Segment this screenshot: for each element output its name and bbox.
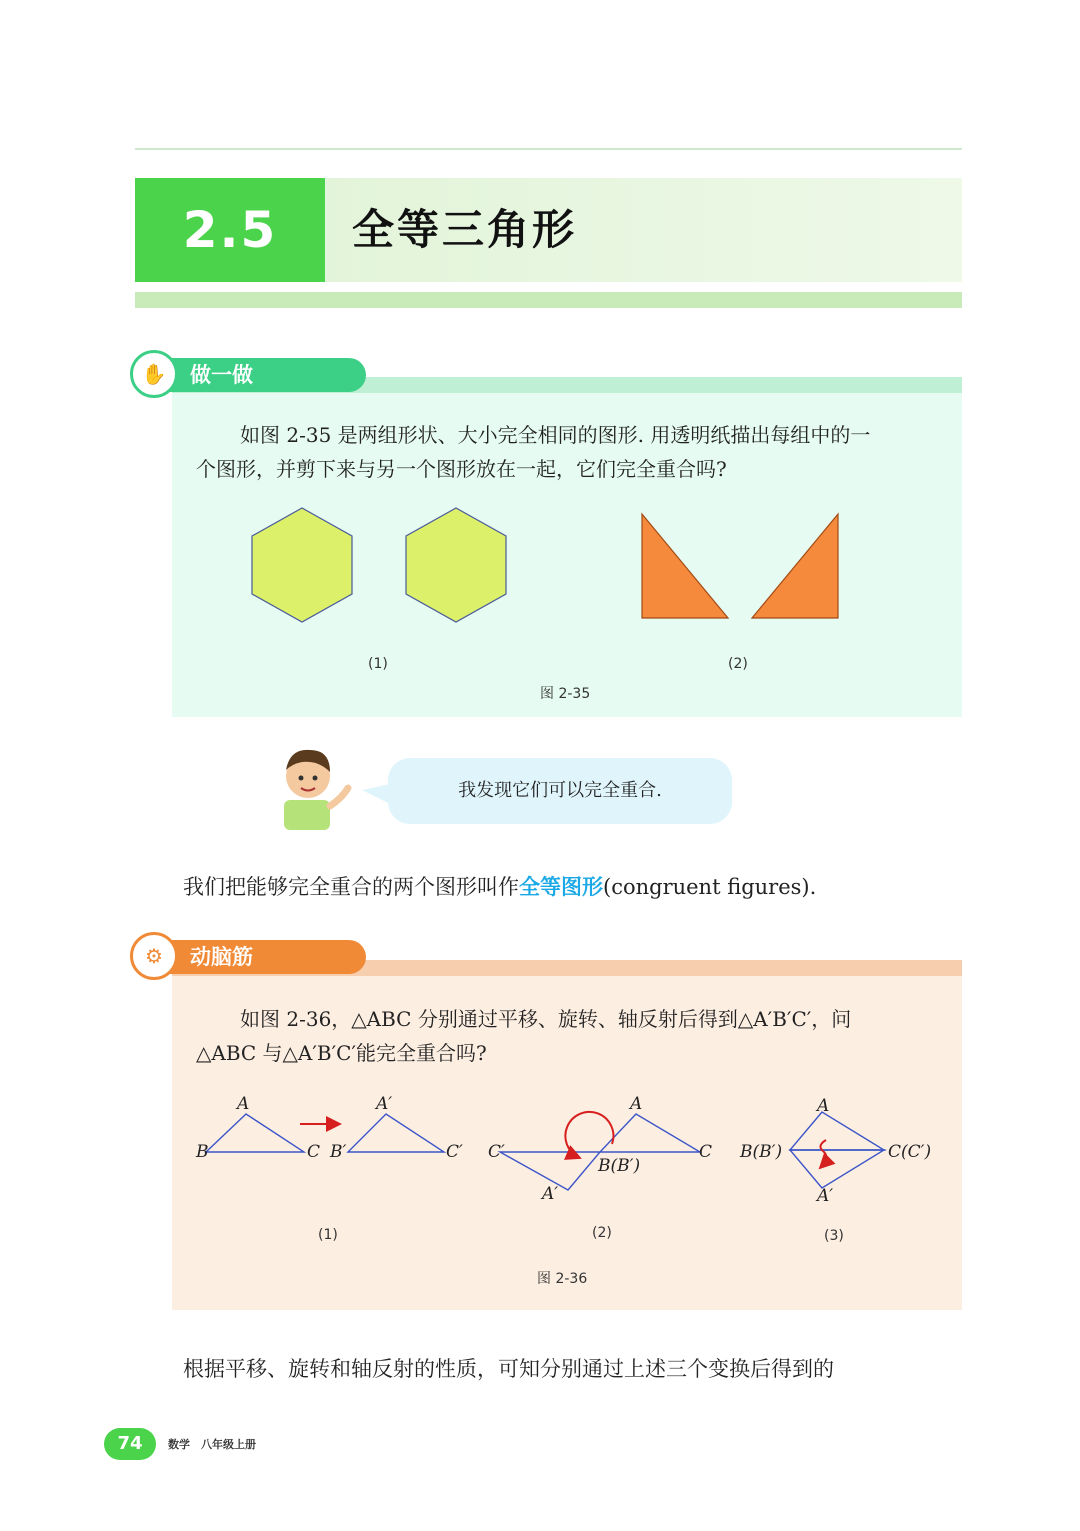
book-title: 数学 八年级上册 [168,1438,256,1451]
speech-bubble: 我发现它们可以完全重合. [388,758,732,824]
activity-doit-label: 做一做 [190,363,253,387]
fig2-label-a2: A′ [542,1184,559,1204]
figure-2-35 [230,500,870,640]
fig1-triangle-abc [206,1114,304,1152]
figure-2-36 [180,1090,960,1220]
fig3-label-a: A [817,1096,830,1116]
activity-think-text-1: 如图 2-36，△ABC 分别通过平移、旋转、轴反射后得到△A′B′C′，问 [240,1007,852,1031]
title-underband [135,292,962,308]
closing-text: 根据平移、旋转和轴反射的性质，可知分别通过上述三个变换后得到的 [183,1357,834,1381]
section-number: 2.5 [135,178,325,282]
fig2-label-c: C [699,1142,713,1162]
student-avatar [270,740,390,830]
fig3-caption: (3) [824,1228,844,1244]
fig3-label-b: B(B′) [740,1142,783,1162]
page-number: 74 [104,1428,156,1460]
hexagon-2 [406,508,506,622]
fig3-triangle-a2b2c2 [790,1150,884,1188]
fig1-label-c2: C′ [446,1142,463,1162]
definition-before: 我们把能够完全重合的两个图形叫作 [183,875,519,899]
fig1-caption: (1) [318,1227,338,1243]
fig3-label-a2: A′ [817,1186,834,1206]
activity-doit-text-1: 如图 2-35 是两组形状、大小完全相同的图形. 用透明纸描出每组中的一 [240,423,871,447]
hexagon-1 [252,508,352,622]
fig1-triangle-a2b2c2 [348,1114,444,1152]
hands-icon: ✋ [130,350,178,398]
definition-term: 全等图形 [519,874,603,899]
fig1-label-b2: B′ [330,1142,347,1162]
reflection-arrow [820,1140,826,1168]
definition-line [183,870,816,904]
activity-think-text-2: △ABC 与△A′B′C′能完全重合吗? [196,1041,487,1065]
figure-2-35-caption-2: (2) [728,656,748,672]
fig1-label-a: A [237,1094,250,1114]
fig3-triangle-abc [790,1112,884,1150]
activity-think-label: 动脑筋 [190,945,253,969]
fig1-label-b: B [196,1142,209,1162]
fig2-label-a: A [630,1094,643,1114]
top-rule [135,148,962,150]
fig3-label-c: C(C′) [888,1142,932,1162]
activity-doit-text-2: 个图形，并剪下来与另一个图形放在一起，它们完全重合吗? [196,457,727,481]
triangle-left [642,514,728,618]
figure-2-35-caption: 图 2-35 [540,686,591,702]
gears-icon: ⚙ [130,932,178,980]
definition-after: (congruent figures). [603,875,817,899]
fig2-label-c2: C′ [488,1142,505,1162]
fig1-label-c: C [307,1142,321,1162]
page-title: 全等三角形 [352,205,578,254]
rotation-arrow [565,1112,613,1158]
figure-2-35-caption-1: (1) [368,656,388,672]
triangle-right [752,514,838,618]
fig2-triangle-abc [600,1114,700,1152]
fig1-label-a2: A′ [376,1094,393,1114]
figure-2-36-caption: 图 2-36 [537,1271,588,1287]
fig2-label-b: B(B′) [598,1156,641,1176]
fig2-caption: (2) [592,1225,612,1241]
